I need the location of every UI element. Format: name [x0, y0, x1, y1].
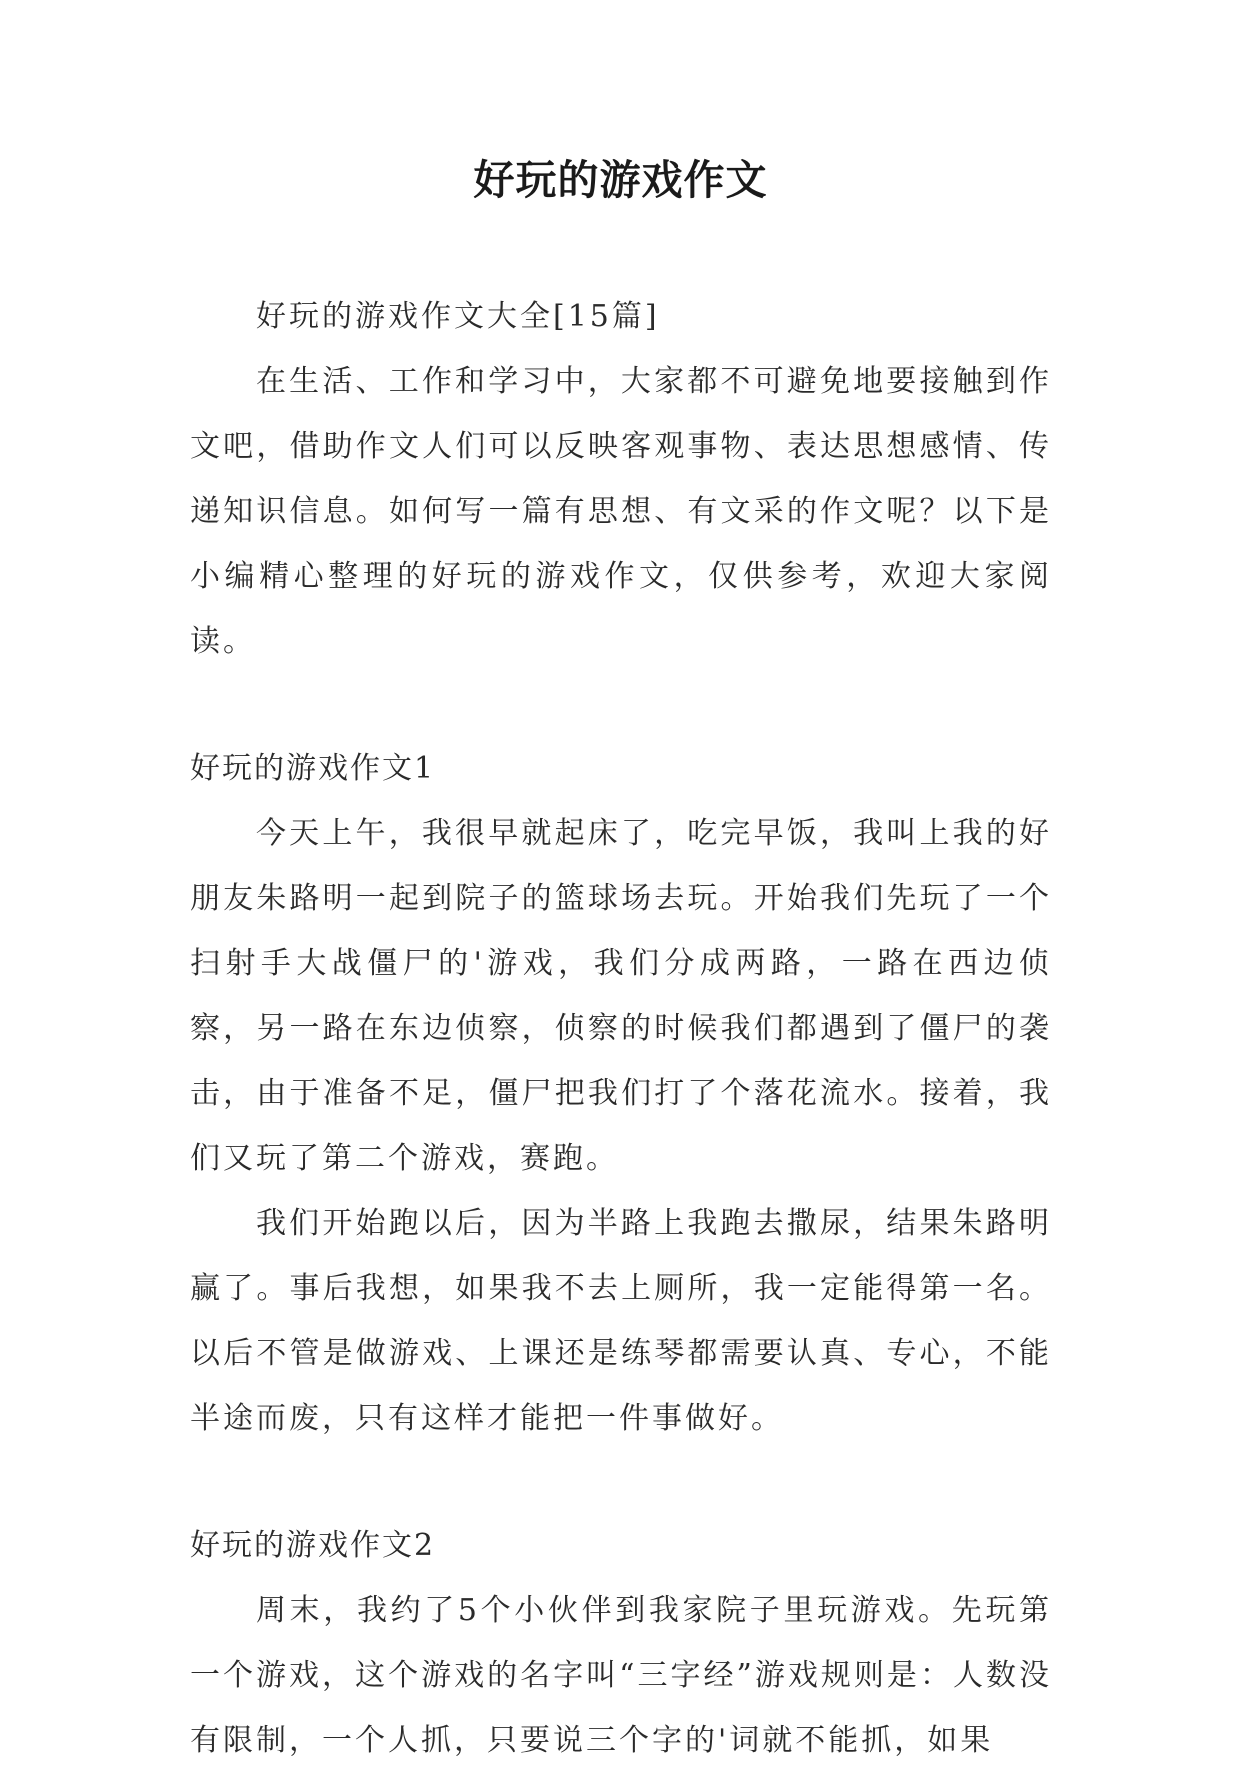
section-1-paragraph-1: 今天上午，我很早就起床了，吃完早饭，我叫上我的好朋友朱路明一起到院子的篮球场去玩。开始我们先玩了一个扫射手大战僵尸的'游戏，我们分成两路，一路在西边侦察，另一路在东边侦察，侦察的时候我们都遇到了僵尸的袭击，由于准备不足，僵尸把我们打了个落花流水。接着，我们又玩了第二个游戏，赛跑。 — [190, 816, 1052, 1176]
section-heading-1: 好玩的游戏作文1 — [190, 751, 436, 786]
section-gap — [190, 1451, 1052, 1513]
intro-paragraph: 在生活、工作和学习中，大家都不可避免地要接触到作文吧，借助作文人们可以反映客观事物、表达思想感情、传递知识信息。如何写一篇有思想、有文采的作文呢？以下是小编精心整理的好玩的游戏作文，仅供参考，欢迎大家阅读。 — [190, 364, 1052, 659]
section-1-paragraph-2: 我们开始跑以后，因为半路上我跑去撒尿，结果朱路明赢了。事后我想，如果我不去上厕所，我一定能得第一名。以后不管是做游戏、上课还是练琴都需要认真、专心，不能半途而废，只有这样才能把一件事做好。 — [190, 1206, 1052, 1436]
document-title: 好玩的游戏作文 — [473, 156, 768, 204]
document-subtitle: 好玩的游戏作文大全[15篇] — [256, 299, 660, 334]
section-heading-2: 好玩的游戏作文2 — [190, 1528, 436, 1563]
section-2-paragraph-1: 周末，我约了5个小伙伴到我家院子里玩游戏。先玩第一个游戏，这个游戏的名字叫“三字经”游戏规则是：人数没有限制，一个人抓，只要说三个字的'词就不能抓，如果 — [190, 1593, 1052, 1758]
document-body — [190, 284, 1052, 1773]
section-gap — [190, 674, 1052, 736]
